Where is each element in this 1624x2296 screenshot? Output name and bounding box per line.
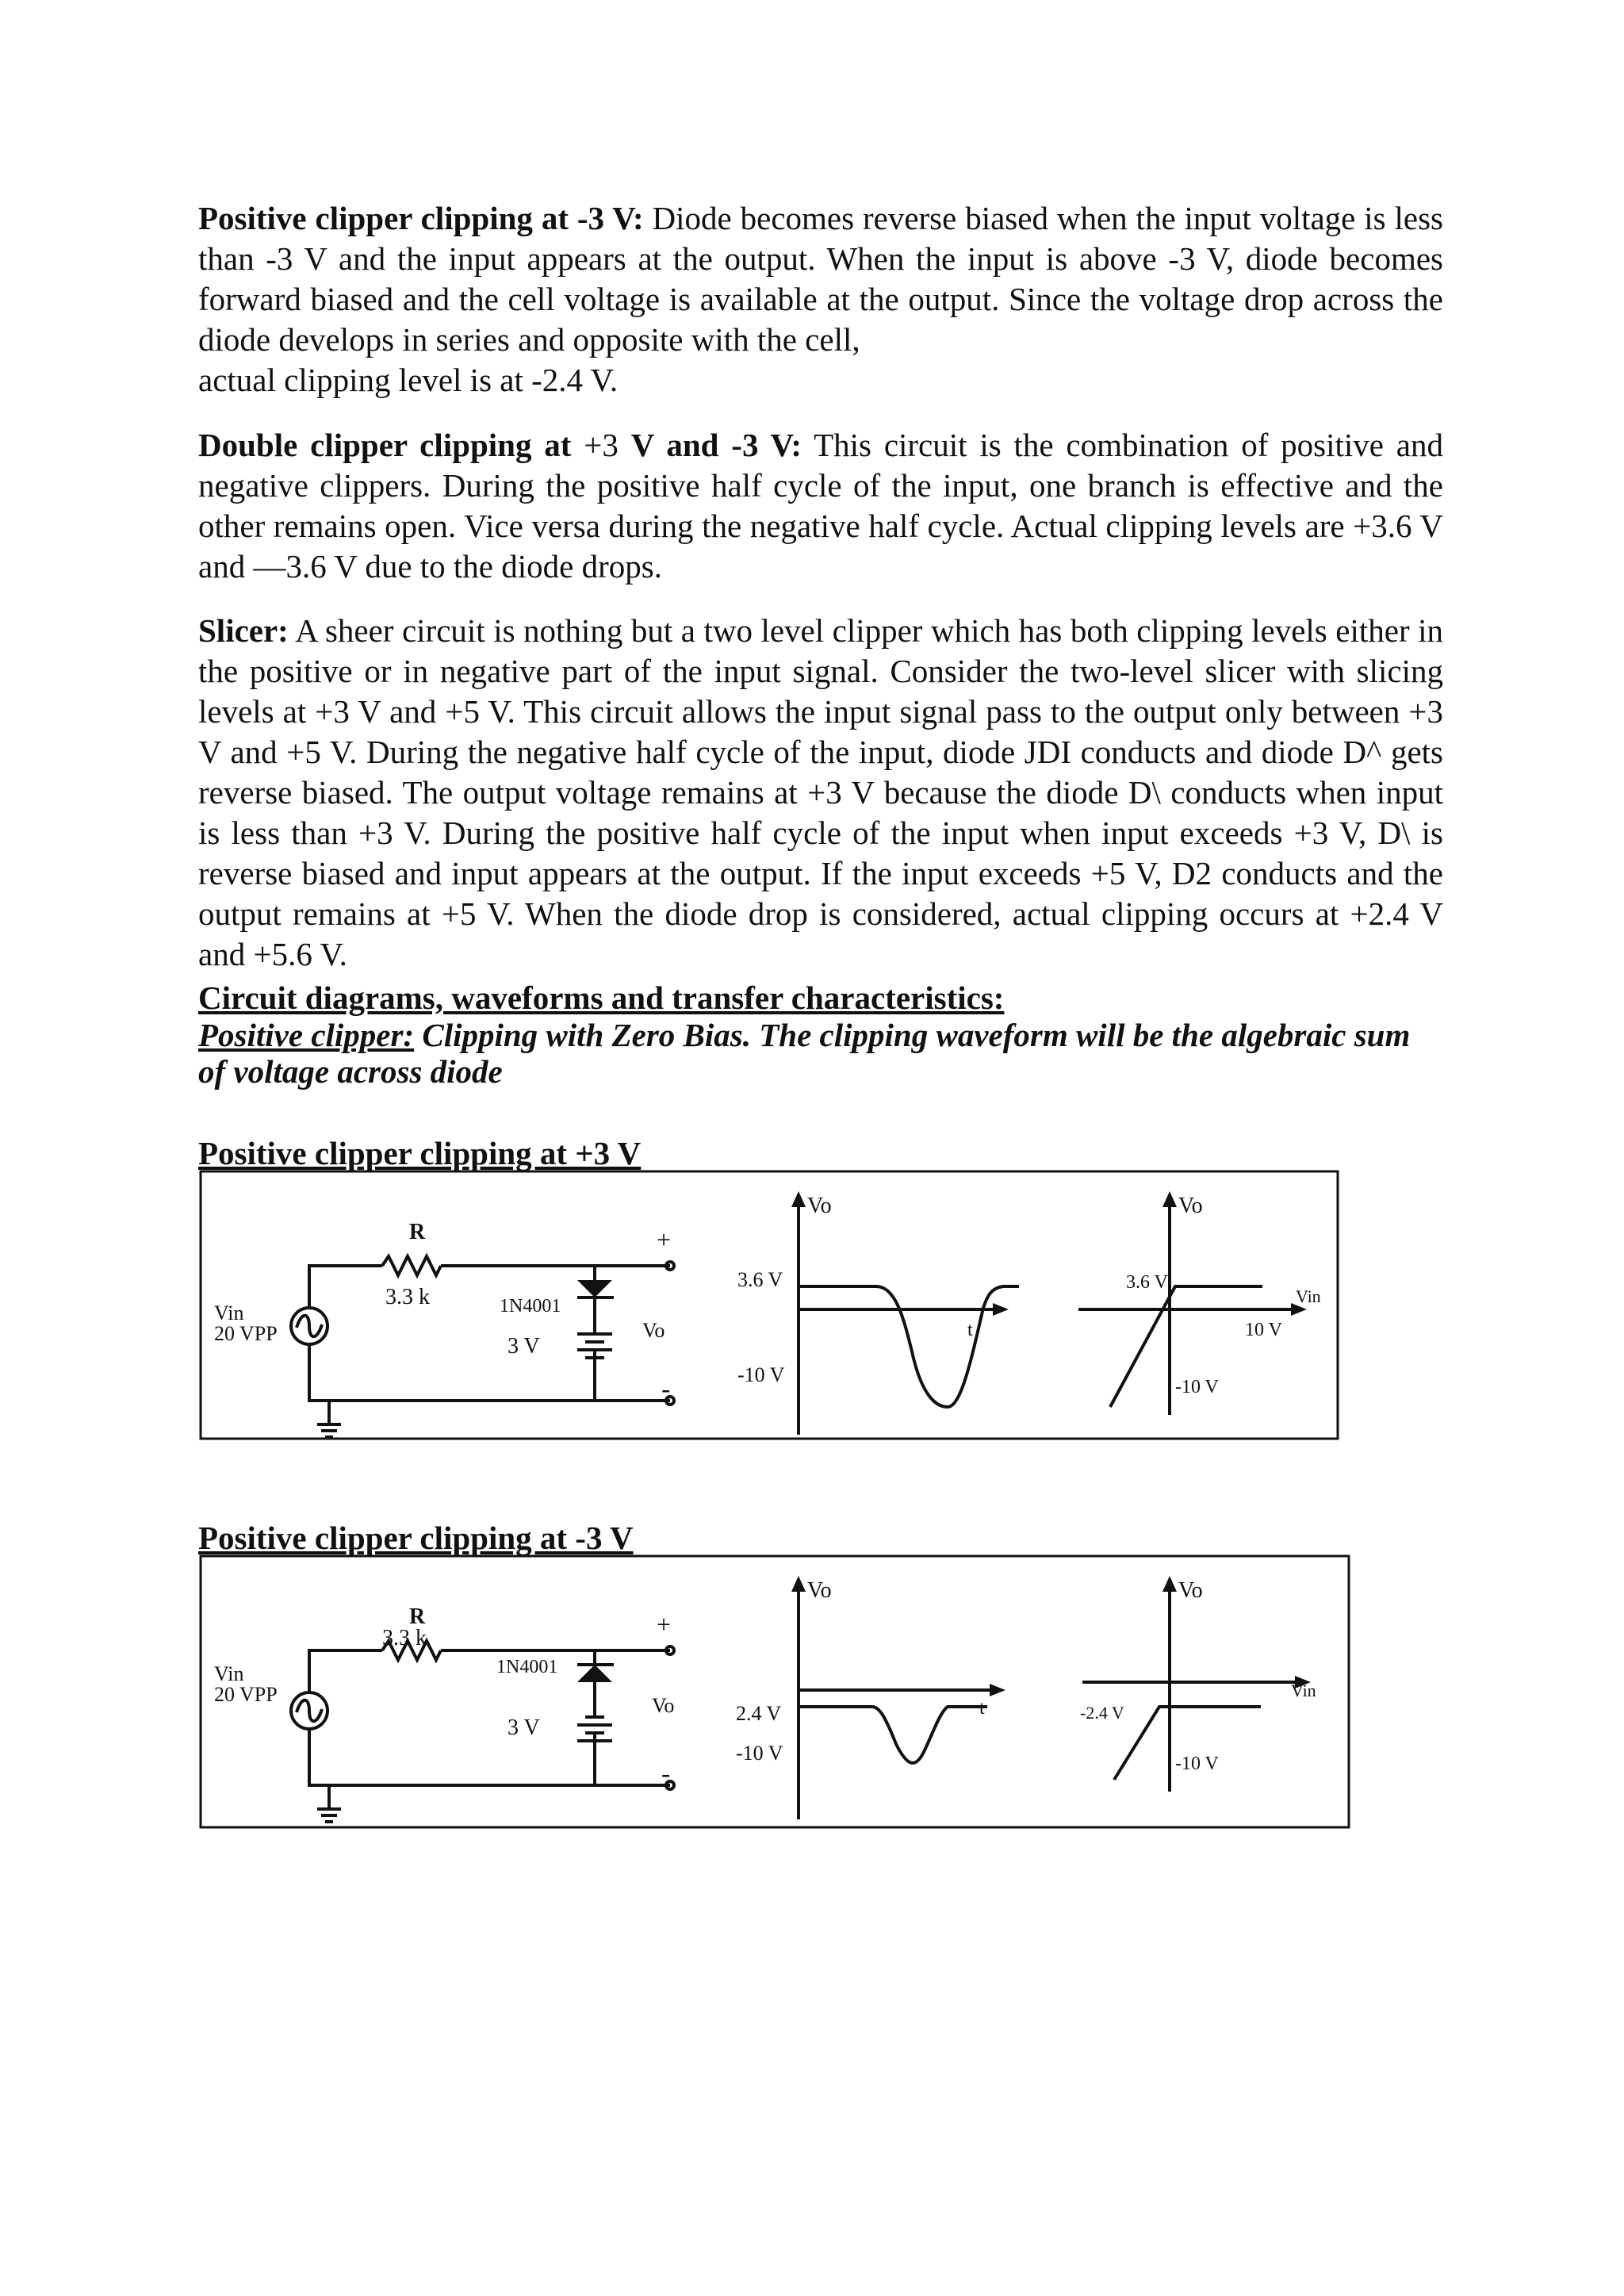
tc-x-label: Vin (1291, 1681, 1316, 1700)
tc-y-arrow (1162, 1191, 1177, 1207)
wire (309, 1650, 382, 1692)
tc-y-label: Vo (1178, 1578, 1203, 1603)
figure-title-1: Positive clipper clipping at +3 V (198, 1135, 642, 1171)
output-waveform (799, 1286, 1019, 1407)
tc-x-value: 10 V (1245, 1320, 1282, 1340)
waveform-low-label: -10 V (737, 1363, 785, 1386)
battery-label: 3 V (508, 1715, 540, 1740)
diode-triangle (577, 1280, 612, 1297)
waveform-t-label: t (979, 1698, 985, 1719)
circuit-diagram (291, 1641, 674, 1822)
section-heading: Circuit diagrams, waveforms and transfer characteristics: (198, 979, 1005, 1016)
plus-sign: + (657, 1610, 672, 1639)
waveform-y-label: Vo (807, 1194, 832, 1218)
paragraph-lead-end: V and -3 V: (630, 427, 802, 463)
paragraph-double-clipper (198, 425, 1443, 587)
tc-y-arrow (1162, 1576, 1177, 1592)
minus-sign: - (661, 1759, 671, 1788)
wire (309, 1345, 670, 1401)
source-value: 20 VPP (214, 1683, 278, 1706)
resistor-symbol (382, 1256, 441, 1275)
paragraph-text: This circuit is the combination of positive and negative clippers. During the positive half cycle of the input, one branch is effective and the other remains open. Vice versa during the negative half cycle. Actual clipping levels are +3.6 V and —3.6 V due to the diode drops. (198, 427, 1444, 585)
output-waveform (799, 1707, 987, 1763)
t-arrow (993, 1303, 1009, 1316)
paragraph-text: Diode becomes reverse biased when the input voltage is less than -3 V and the input appears at the output. When the input is above -3 V, diode becomes forward biased and the cell voltage is available at the output. Since the voltage drop across the diode develops in series and opposite with the cell, (198, 200, 1444, 358)
paragraph-lead: Double clipper clipping at (198, 427, 572, 463)
t-arrow (990, 1684, 1005, 1696)
paragraph-lead: Slicer: (198, 612, 289, 649)
subsection-label: Positive clipper: (198, 1017, 415, 1053)
paragraph-slicer (198, 611, 1443, 975)
output-label: Vo (652, 1694, 675, 1717)
diode-label: 1N4001 (500, 1296, 561, 1317)
subsection-heading (198, 1017, 1443, 1090)
diode-label: 1N4001 (496, 1657, 558, 1677)
source-label: Vin (214, 1662, 244, 1685)
wire (309, 1730, 670, 1785)
circuit-diagram (291, 1256, 674, 1437)
paragraph-negative-clipper (198, 198, 1443, 401)
y-arrow (791, 1191, 806, 1207)
tc-level-label: -2.4 V (1080, 1703, 1124, 1723)
paragraph-lead-value: +3 (571, 427, 631, 463)
sine-glyph (297, 1700, 322, 1722)
tc-x-label: Vin (1296, 1286, 1321, 1306)
subsection-description: Clipping with Zero Bias. The clipping waveform will be the algebraic sum of voltage across diode (198, 1017, 1411, 1090)
tc-high-label: 3.6 V (1126, 1272, 1168, 1293)
y-arrow (791, 1576, 806, 1592)
resistor-label: R (409, 1604, 426, 1629)
resistor-label: R (409, 1220, 426, 1244)
sine-glyph (297, 1316, 322, 1337)
figure-frame (201, 1171, 1338, 1439)
output-label: Vo (642, 1319, 665, 1342)
wire (309, 1266, 382, 1307)
tc-low-label: -10 V (1175, 1377, 1219, 1397)
minus-sign: - (661, 1374, 671, 1404)
figure-positive-clipper-minus3 (198, 1554, 1352, 1831)
paragraph-text: A sheer circuit is nothing but a two level clipper which has both clipping levels either in the positive or in negative part of the input signal. Consider the two-level slicer with slicing levels at +3 V and +5 V. This circuit allows the input signal pass to the output only between +3 V and +5 V. During the negative half cycle of the input, diode JDI conducts and diode D^ gets reverse biased. The output voltage remains at +3 V because the diode D\ conducts when input is less than +3 V. During the positive half cycle of the input when input exceeds +3 V, D\ is reverse biased and input appears at the output. If the input exceeds +5 V, D2 conducts and the output remains at +5 V. When the diode drop is considered, actual clipping occurs at +2.4 V and +5.6 V. (198, 612, 1443, 972)
plus-sign: + (657, 1225, 672, 1254)
waveform-graph (799, 1589, 991, 1819)
waveform-high-label: 2.4 V (736, 1702, 782, 1725)
paragraph-lead: Positive clipper clipping at -3 V: (198, 200, 644, 236)
figure-title-2: Positive clipper clipping at -3 V (198, 1520, 634, 1556)
resistor-value: 3.3 k (385, 1285, 430, 1309)
waveform-high-label: 3.6 V (737, 1268, 783, 1291)
source-value: 20 VPP (214, 1322, 278, 1345)
waveform-graph (799, 1205, 1019, 1435)
diode-triangle (577, 1665, 612, 1682)
source-label: Vin (214, 1301, 244, 1324)
waveform-low-label: -10 V (736, 1742, 783, 1765)
waveform-y-label: Vo (807, 1578, 832, 1603)
waveform-t-label: t (967, 1320, 973, 1340)
figure-positive-clipper-plus3 (198, 1169, 1340, 1443)
tc-low-label: -10 V (1175, 1754, 1219, 1774)
battery-label: 3 V (508, 1334, 540, 1359)
tc-y-label: Vo (1178, 1194, 1203, 1218)
paragraph-tail: actual clipping level is at -2.4 V. (198, 362, 619, 398)
resistor-value: 3.3 k (382, 1626, 427, 1650)
